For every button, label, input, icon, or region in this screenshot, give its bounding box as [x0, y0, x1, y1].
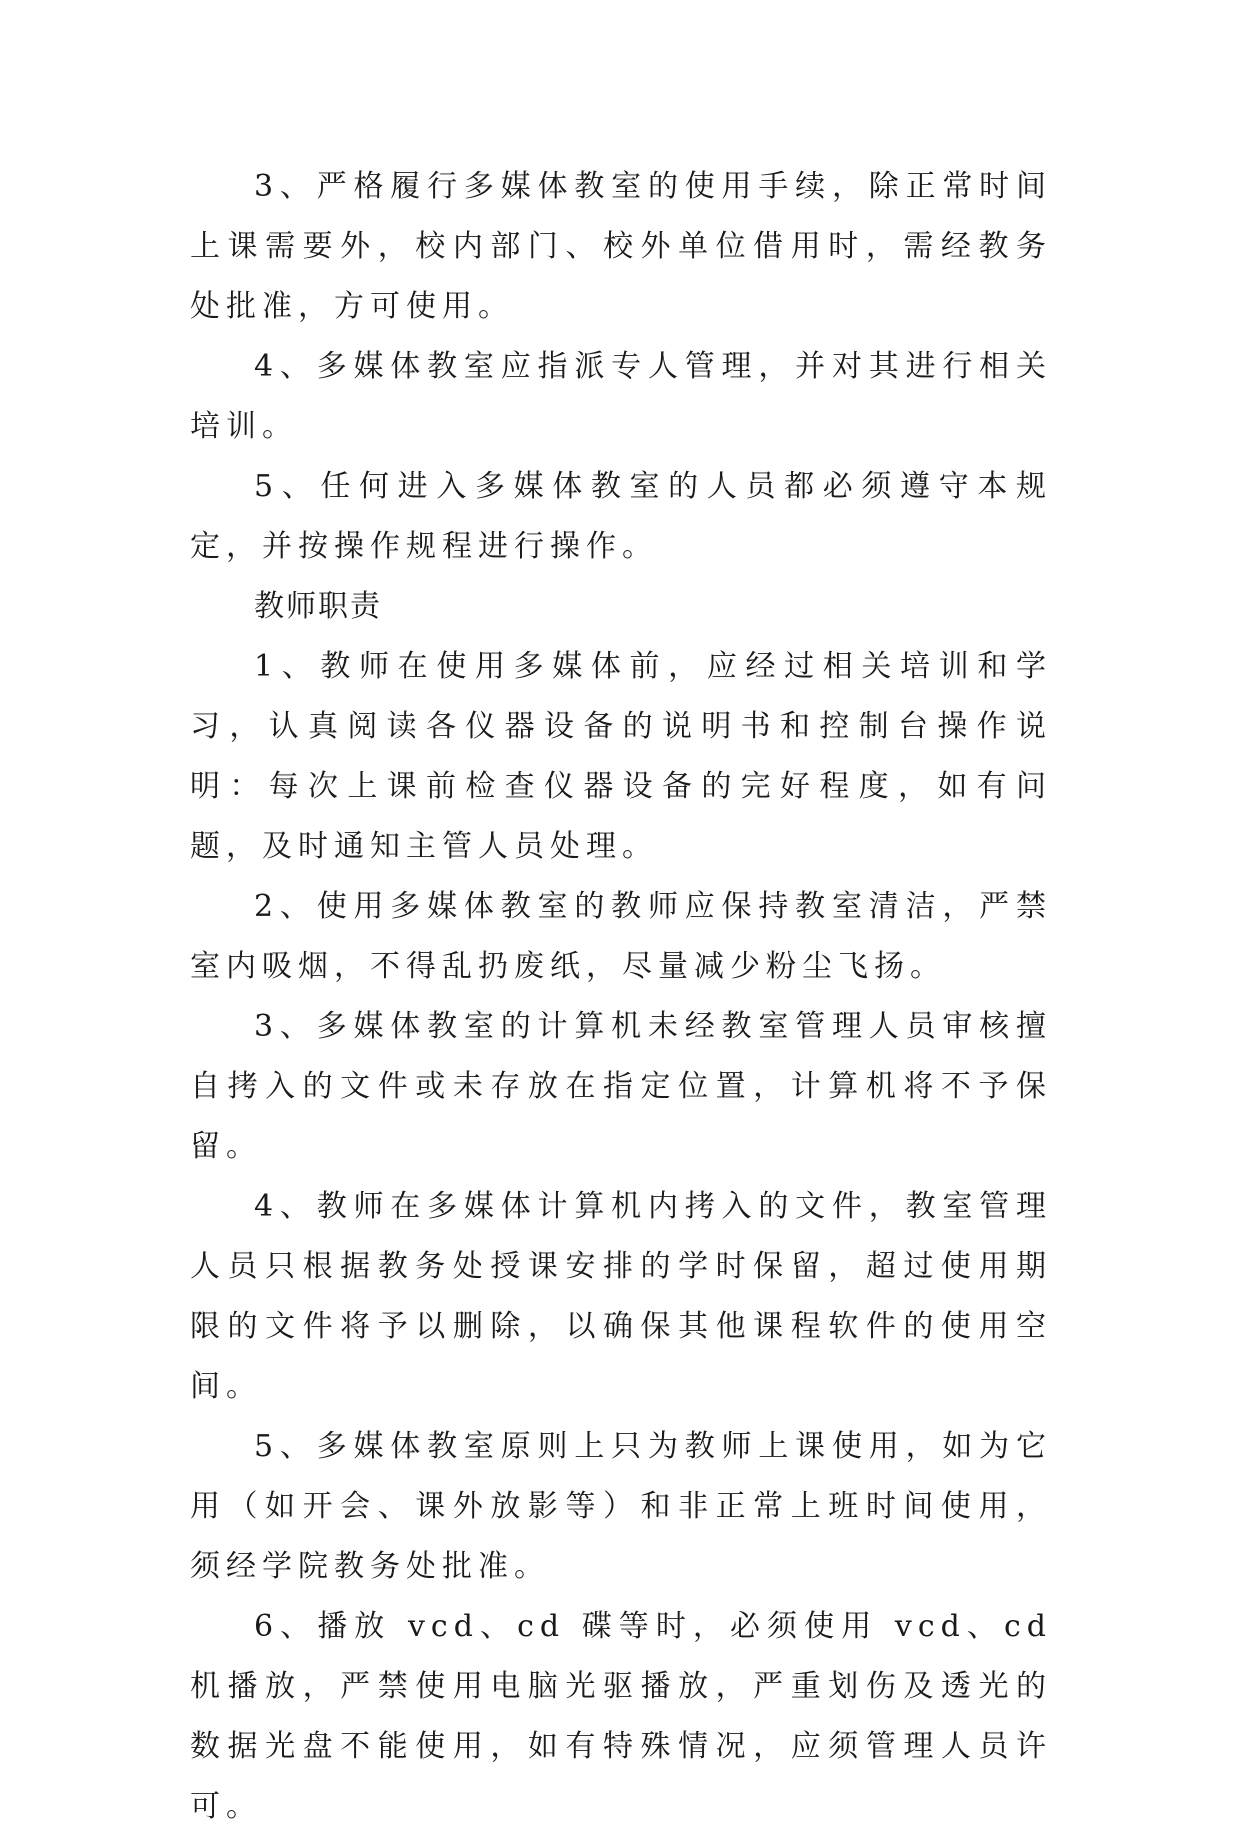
paragraph-file-retention: 4、教师在多媒体计算机内拷入的文件，教室管理人员只根据教务处授课安排的学时保留，超过使用期限的文件将予以删除，以确保其他课程软件的使用空间。 — [190, 1189, 1052, 1404]
document-body — [190, 157, 1052, 1837]
paragraph-teacher-training: 1、教师在使用多媒体前，应经过相关培训和学习，认真阅读各仪器设备的说明书和控制台操作说明：每次上课前检查仪器设备的完好程度，如有问题，及时通知主管人员处理。 — [190, 649, 1052, 864]
paragraph-disc-playback: 6、播放 vcd、cd 碟等时，必须使用 vcd、cd 机播放，严禁使用电脑光驱播放，严重划伤及透光的数据光盘不能使用，如有特殊情况，应须管理人员许可。 — [190, 1609, 1052, 1824]
paragraph-file-approval: 3、多媒体教室的计算机未经教室管理人员审核擅自拷入的文件或未存放在指定位置，计算机将不予保留。 — [190, 1009, 1052, 1164]
paragraph-comply-rules: 5、任何进入多媒体教室的人员都必须遵守本规定，并按操作规程进行操作。 — [190, 469, 1052, 564]
paragraph-dedicated-manager: 4、多媒体教室应指派专人管理，并对其进行相关培训。 — [190, 349, 1052, 444]
paragraph-cleanliness: 2、使用多媒体教室的教师应保持教室清洁，严禁室内吸烟，不得乱扔废纸，尽量减少粉尘飞扬。 — [190, 889, 1052, 984]
paragraph-other-use: 5、多媒体教室原则上只为教师上课使用，如为它用（如开会、课外放影等）和非正常上班时间使用，须经学院教务处批准。 — [190, 1429, 1052, 1584]
paragraph-usage-procedure: 3、严格履行多媒体教室的使用手续，除正常时间上课需要外，校内部门、校外单位借用时，需经教务处批准，方可使用。 — [190, 169, 1052, 324]
section-heading: 教师职责 — [254, 589, 382, 624]
